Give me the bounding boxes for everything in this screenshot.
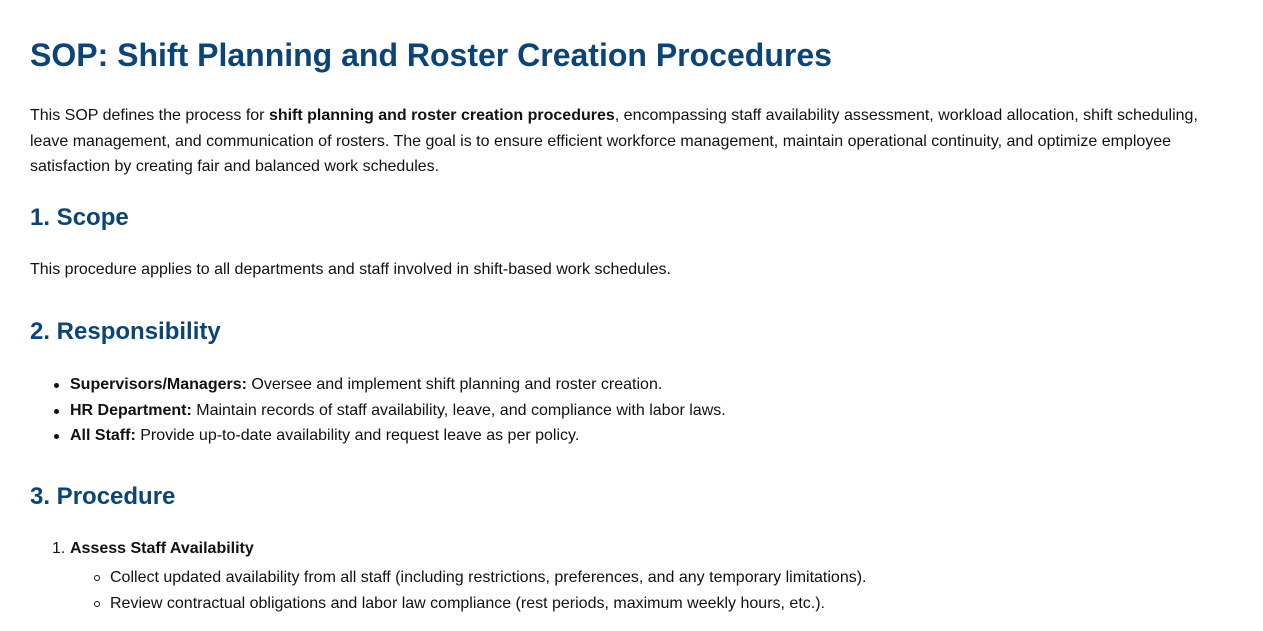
intro-text-end: , encompassing staff availability assessment, workload allocation, shift scheduling, leave management, and communication of rosters. The goal is to ensure efficient workforce management, maintain operational continuity, and optimize employee satisfaction by creating fair and balanced work schedules. bbox=[30, 107, 1198, 175]
page-title: SOP: Shift Planning and Roster Creation Procedures bbox=[30, 37, 832, 73]
role-label: HR Department: bbox=[70, 401, 192, 419]
bullet-icon bbox=[54, 409, 59, 414]
intro-bold-text: shift planning and roster creation procedures bbox=[268, 107, 615, 124]
procedure-step bbox=[52, 537, 867, 617]
step-number: 1. bbox=[52, 540, 66, 557]
scope-text: This procedure applies to all departments and staff involved in shift-based work schedules. bbox=[30, 261, 671, 278]
list-item bbox=[110, 591, 867, 617]
scope-heading: 1. Scope bbox=[30, 204, 129, 231]
list-item bbox=[70, 398, 726, 424]
subitem-text: Collect updated availability from all staff (including restrictions, preferences, and any temporary limitations). bbox=[110, 569, 867, 586]
bullet-icon bbox=[54, 383, 59, 388]
intro-paragraph bbox=[30, 103, 1230, 180]
list-item bbox=[70, 423, 726, 449]
procedure-heading: 3. Procedure bbox=[30, 483, 176, 510]
role-description: Provide up-to-date availability and request leave as per policy. bbox=[135, 427, 580, 444]
bullet-icon bbox=[54, 434, 59, 439]
role-description: Maintain records of staff availability, leave, and compliance with labor laws. bbox=[191, 401, 726, 419]
role-label: Supervisors/Managers: bbox=[70, 376, 247, 393]
circle-bullet-icon bbox=[94, 575, 100, 581]
circle-bullet-icon bbox=[94, 601, 100, 607]
procedure-list bbox=[30, 537, 867, 617]
role-description: Oversee and implement shift planning and roster creation. bbox=[246, 376, 663, 393]
responsibility-heading: 2. Responsibility bbox=[30, 318, 221, 345]
intro-text-start: This SOP defines the process for bbox=[30, 107, 269, 124]
step-subitems bbox=[70, 565, 867, 617]
step-title: Assess Staff Availability bbox=[70, 540, 254, 557]
list-item bbox=[70, 372, 726, 398]
responsibility-list bbox=[30, 372, 726, 449]
list-item bbox=[110, 565, 867, 591]
subitem-text: Review contractual obligations and labor law compliance (rest periods, maximum weekly hours, etc.). bbox=[110, 595, 825, 612]
role-label: All Staff: bbox=[70, 427, 136, 444]
